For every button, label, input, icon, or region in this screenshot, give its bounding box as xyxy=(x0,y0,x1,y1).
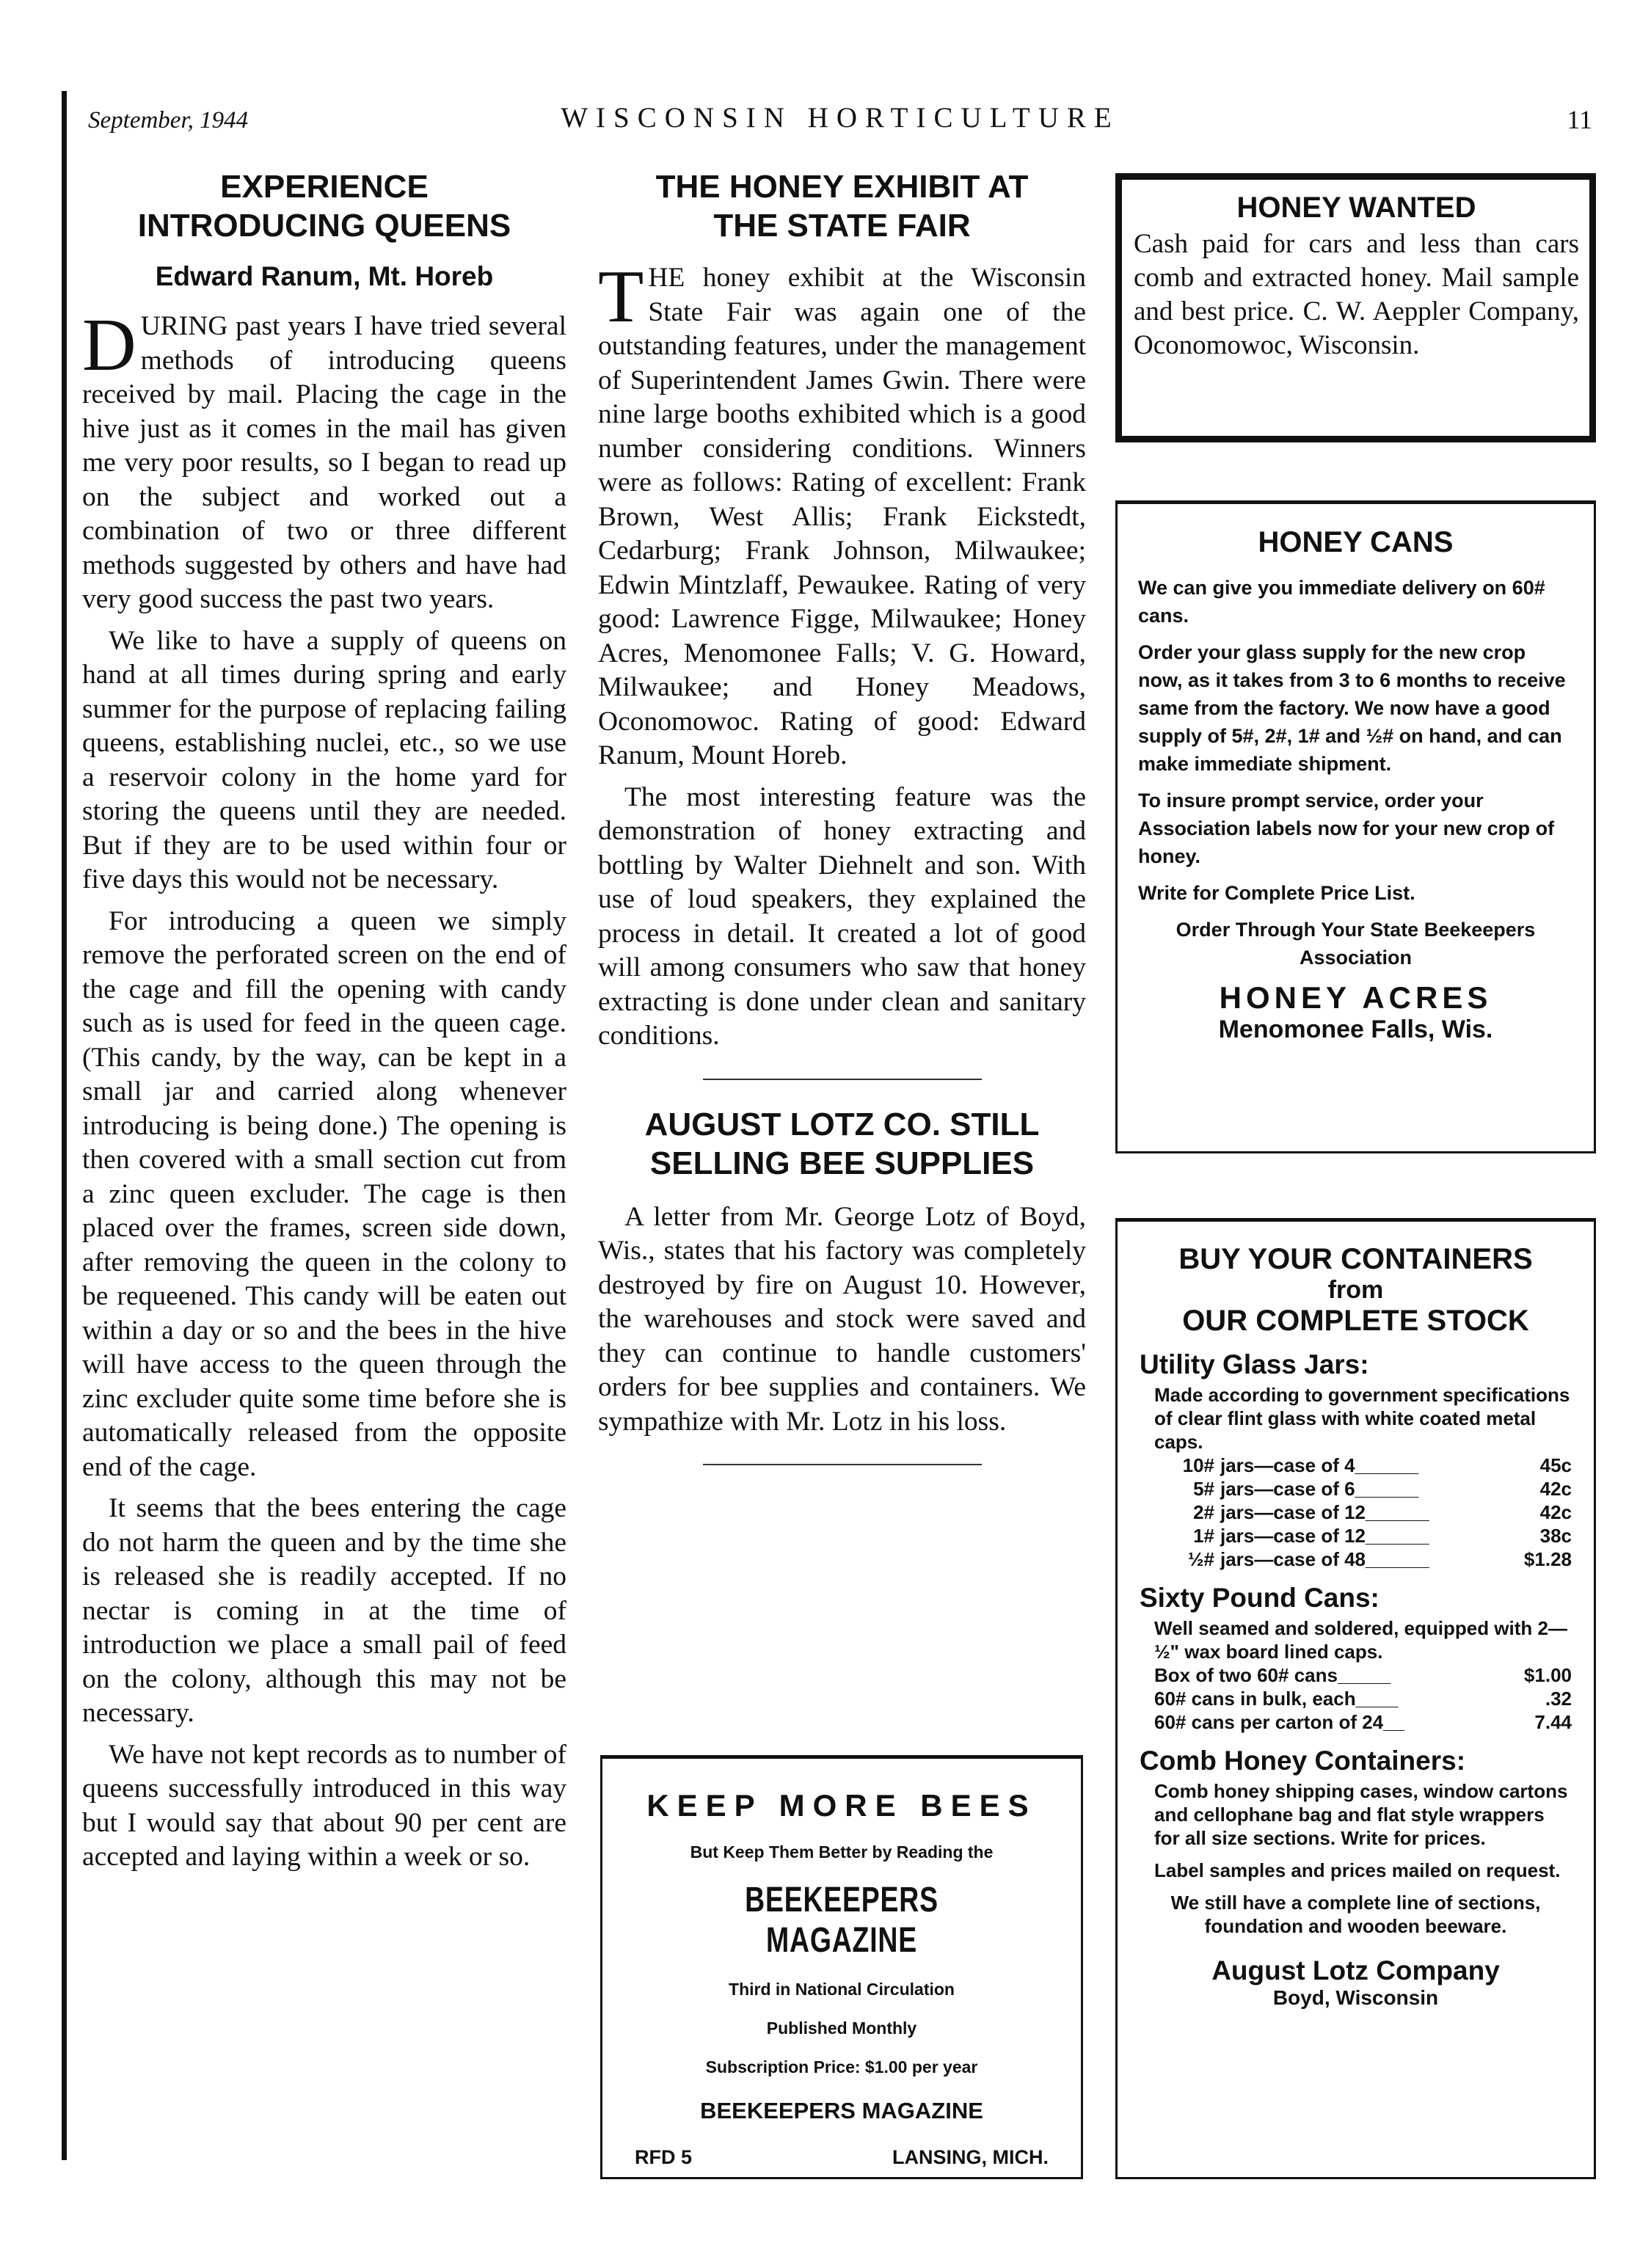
ad-containers xyxy=(1115,1218,1596,2179)
article-body xyxy=(598,255,1086,1054)
ad-line: We can give you immediate delivery on 60# cans. xyxy=(1138,577,1545,627)
ad-note: We still have a complete line of sections, foundation and wooden beeware. xyxy=(1170,1892,1541,1937)
jar-desc: jars—case of 4______ xyxy=(1220,1454,1419,1476)
divider xyxy=(703,1464,982,1465)
jar-desc: jars—case of 12______ xyxy=(1220,1525,1429,1547)
article-title xyxy=(82,167,566,245)
paragraph: It seems that the bees entering the cage do not harm the queen and by the time she is released she is readily accepted. If no nectar is coming in at the time of introduction we place a small pail of feed on the colony, although this may not be necessary. xyxy=(82,1493,566,1728)
paragraph-text: past years I have tried several methods of introducing queens received by mail. Placing the cage in the hive just as it comes in the mail has given me very poor results, so I began to read up on the subject and worked out a combination of two or three different methods suggested by others and have had very good success the past two years. xyxy=(82,311,566,614)
article-title-line2: SELLING BEE SUPPLIES xyxy=(649,1145,1035,1181)
jar-size: 10# xyxy=(1182,1454,1214,1476)
divider xyxy=(703,1079,982,1080)
article-title-lotz xyxy=(598,1105,1086,1183)
company-name: August Lotz Company xyxy=(1211,1955,1500,1986)
ad-line: To insure prompt service, order your Association labels now for your new crop of honey. xyxy=(1138,790,1555,867)
can-price: .32 xyxy=(1545,1688,1572,1710)
price-row xyxy=(1140,1501,1572,1524)
publication-title: WISCONSIN HORTICULTURE xyxy=(561,102,1120,134)
jar-price: $1.28 xyxy=(1523,1548,1572,1570)
ad-title: HONEY CANS xyxy=(1258,526,1454,558)
article-title-line2: INTRODUCING QUEENS xyxy=(137,208,511,244)
jar-desc: jars—case of 12______ xyxy=(1220,1501,1429,1523)
ad-beekeepers-magazine xyxy=(600,1755,1083,2179)
paragraph: A letter from Mr. George Lotz of Boyd, Wis., states that his factory was completely destroyed by fire on August 10. However, the warehouses and stock were saved and they can continue to handle customers' orders for bee supplies and containers. We sympathize with Mr. Lotz in his loss. xyxy=(598,1201,1086,1437)
ad-title-from: from xyxy=(1327,1276,1384,1304)
price-row xyxy=(1140,1477,1572,1501)
price-row xyxy=(1140,1687,1572,1710)
can-desc: 60# cans in bulk, each____ xyxy=(1154,1688,1399,1710)
lead-word: URING xyxy=(140,311,228,341)
paragraph: We have not kept records as to number of queens successfully introduced in this way but I would say that about 90 per cent are accepted and laying within a week or so. xyxy=(82,1739,566,1872)
article-body xyxy=(82,304,566,1875)
lead-word: HE xyxy=(648,263,685,293)
ad-line: Write for Complete Price List. xyxy=(1138,882,1415,904)
article-title-line1: AUGUST LOTZ CO. STILL xyxy=(644,1106,1040,1142)
can-desc: Box of two 60# cans_____ xyxy=(1154,1664,1391,1686)
jar-desc: jars—case of 48______ xyxy=(1220,1548,1429,1570)
ad-title: HONEY WANTED xyxy=(1236,192,1476,224)
rfd: RFD 5 xyxy=(635,2146,693,2168)
article-introducing-queens xyxy=(82,167,566,1882)
ad-honey-wanted xyxy=(1115,173,1596,442)
jar-price: 42c xyxy=(1539,1501,1572,1523)
jar-size: 1# xyxy=(1193,1525,1214,1547)
section-title: Utility Glass Jars: xyxy=(1140,1349,1369,1379)
page-number: 11 xyxy=(1567,105,1592,134)
ad-body: Cash paid for cars and less than cars comb and extracted honey. Mail sample and best price. C. W. Aeppler Company, Oconomowoc, Wisconsin. xyxy=(1134,229,1579,360)
paragraph: The most interesting feature was the demonstration of honey extracting and bottling by Walter Diehnelt and son. With use of loud speakers, they explained the process in detail. It created a lot of good will among consumers who saw that honey extracting is done under clean and sanitary conditions. xyxy=(598,781,1086,1051)
jar-price: 38c xyxy=(1539,1525,1572,1547)
issue-date: September, 1944 xyxy=(88,107,249,134)
section-desc: Well seamed and soldered, equipped with 2—½" wax board lined caps. xyxy=(1154,1617,1567,1663)
ad-note: Label samples and prices mailed on request. xyxy=(1154,1859,1561,1881)
margin-rule xyxy=(62,91,67,2160)
article-title-line2: THE STATE FAIR xyxy=(713,208,971,244)
price-row xyxy=(1140,1663,1572,1687)
jar-desc: jars—case of 6______ xyxy=(1220,1478,1419,1500)
can-price: 7.44 xyxy=(1534,1711,1572,1733)
jar-size: 5# xyxy=(1193,1478,1214,1500)
brand-location: Menomonee Falls, Wis. xyxy=(1218,1016,1493,1043)
ad-line: Published Monthly xyxy=(766,2019,917,2038)
jar-price: 42c xyxy=(1539,1478,1572,1500)
company-location: Boyd, Wisconsin xyxy=(1272,1986,1439,2009)
paragraph: We like to have a supply of queens on hand at all times during spring and early summer for the purpose of replacing failing queens, establishing nuclei, etc., so we use a reservoir colony in the home yard for storing the queens until they are needed. But if they are to be used within four or five days this would not be necessary. xyxy=(82,625,566,894)
jar-size: ½# xyxy=(1187,1548,1214,1570)
ad-line: Third in National Circulation xyxy=(729,1980,955,1999)
drop-cap: D xyxy=(82,304,136,387)
price-row xyxy=(1140,1454,1572,1477)
paragraph xyxy=(598,255,1086,773)
price-row xyxy=(1140,1524,1572,1547)
jar-size: 2# xyxy=(1193,1501,1214,1523)
article-body xyxy=(598,1200,1086,1440)
ad-title: BUY YOUR CONTAINERS xyxy=(1178,1243,1533,1275)
magazine-name: BEEKEEPERS MAGAZINE xyxy=(745,1881,939,1960)
section-title: Comb Honey Containers: xyxy=(1140,1746,1466,1776)
section-title: Sixty Pound Cans: xyxy=(1140,1583,1380,1613)
magazine-name-footer: BEEKEEPERS MAGAZINE xyxy=(700,2098,983,2123)
article-title-line1: THE HONEY EXHIBIT AT xyxy=(655,169,1029,205)
running-head xyxy=(88,101,1592,145)
column-middle xyxy=(598,167,1086,1490)
can-desc: 60# cans per carton of 24__ xyxy=(1154,1711,1405,1733)
article-title-line1: EXPERIENCE xyxy=(220,169,429,205)
jar-price: 45c xyxy=(1539,1454,1572,1476)
drop-cap: T xyxy=(598,255,644,338)
paragraph: For introducing a queen we simply remove the perforated screen on the end of the cage and fill the opening with candy such as is used for feed in the queen cage. (This candy, by the way, can be kept in a small jar and carried along whenever introducing is being done.) The opening is then covered with a small section cut from a zinc queen excluder. The cage is then placed over the frames, screen side down, after removing the queen in the colony to be requeened. This candy will be eaten out within a day or so and the bees in the hive will have access to the queen through the zinc excluder quite some time before she is automatically released from the opposite end of the cage. xyxy=(82,905,566,1482)
city: LANSING, MICH. xyxy=(892,2146,1049,2168)
ad-line: Subscription Price: $1.00 per year xyxy=(705,2057,978,2076)
paragraph xyxy=(82,304,566,617)
ad-title: OUR COMPLETE STOCK xyxy=(1182,1305,1529,1337)
ad-line: Order your glass supply for the new crop now, as it takes from 3 to 6 months to receive same from the factory. We now have a good supply of 5#, 2#, 1# and ½# on hand, and can make immediate shipment. xyxy=(1138,641,1566,775)
article-title-honey-exhibit xyxy=(598,167,1086,245)
article-byline: Edward Ranum, Mt. Horeb xyxy=(155,261,494,291)
ad-address xyxy=(627,2146,1056,2169)
ad-line: Order Through Your State Beekeepers Association xyxy=(1176,919,1536,969)
price-row xyxy=(1140,1547,1572,1571)
price-row xyxy=(1140,1710,1572,1734)
ad-honey-cans xyxy=(1115,500,1596,1153)
brand-name: HONEY ACRES xyxy=(1219,980,1493,1015)
ad-line: But Keep Them Better by Reading the xyxy=(690,1842,994,1862)
can-price: $1.00 xyxy=(1523,1664,1572,1686)
section-desc: Comb honey shipping cases, window cartons and cellophane bag and flat style wrappers for all size sections. Write for prices. xyxy=(1154,1780,1568,1849)
ad-title: KEEP MORE BEES xyxy=(646,1788,1037,1823)
paragraph-text: honey exhibit at the Wisconsin State Fair was again one of the outstanding features, under the management of Superintendent James Gwin. There were nine large booths exhibited which is a good number considering conditions. Winners were as follows: Rating of excellent: Frank Brown, West Allis; Frank Eickstedt, Cedarburg; Frank Johnson, Milwaukee; Edwin Mintzlaff, Pewaukee. Rating of very good: Lawrence Figge, Milwaukee; Honey Acres, Menomonee Falls; V. G. Howard, Milwaukee; and Honey Meadows, Oconomowoc. Rating of good: Edward Ranum, Mount Horeb. xyxy=(598,263,1086,770)
section-desc: Made according to government specifications of clear flint glass with white coated metal caps. xyxy=(1154,1384,1570,1453)
